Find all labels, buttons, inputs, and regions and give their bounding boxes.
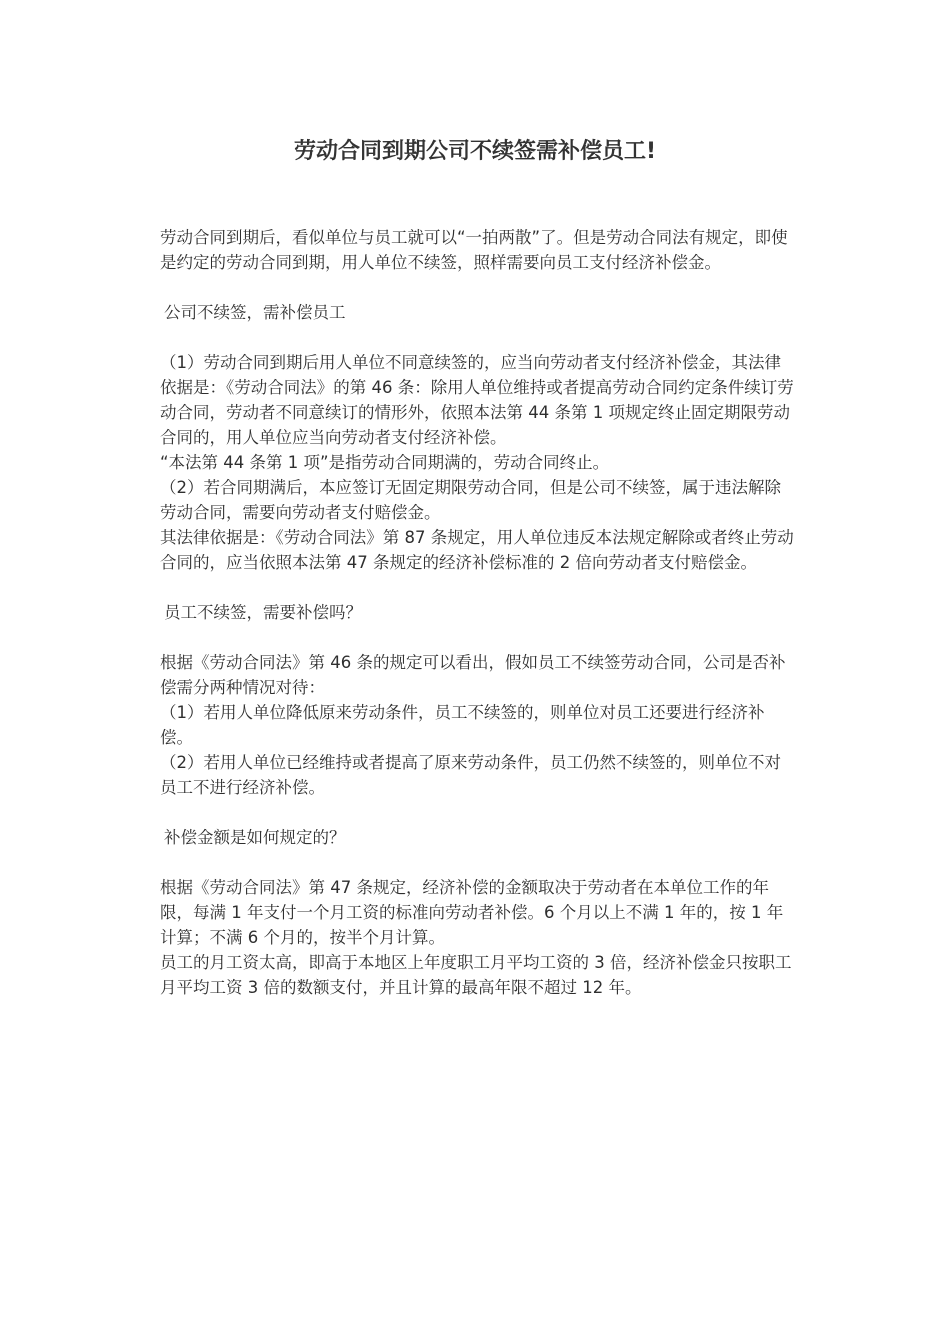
section-heading-employee-not-renew: 员工不续签，需要补偿吗？ (164, 603, 362, 622)
section-heading-compensation-amount: 补偿金额是如何规定的？ (164, 828, 346, 847)
section-heading-company-not-renew: 公司不续签，需补偿员工 (164, 303, 346, 322)
document-body (160, 225, 794, 1000)
document-title: 劳动合同到期公司不续签需补偿员工! (293, 139, 657, 164)
section2-paragraph-1: 根据《劳动合同法》第 46 条的规定可以看出，假如员工不续签劳动合同，公司是否补偿需分两种情况对待： (160, 653, 786, 697)
section1-paragraph-2: “本法第 44 条第 1 项”是指劳动合同期满的，劳动合同终止。 (160, 453, 610, 472)
section3-paragraph-1: 根据《劳动合同法》第 47 条规定，经济补偿的金额取决于劳动者在本单位工作的年限，每满 1 年支付一个月工资的标准向劳动者补偿。6 个月以上不满 1 年的，按 1 年计算；不满 6 个月的，按半个月计算。 (160, 878, 784, 947)
intro-paragraph: 劳动合同到期后，看似单位与员工就可以“一拍两散”了。但是劳动合同法有规定，即使是约定的劳动合同到期，用人单位不续签，照样需要向员工支付经济补偿金。 (160, 228, 788, 272)
section2-paragraph-2: （1）若用人单位降低原来劳动条件，员工不续签的，则单位对员工还要进行经济补偿。 (160, 703, 765, 747)
section2-paragraph-3: （2）若用人单位已经维持或者提高了原来劳动条件，员工仍然不续签的，则单位不对员工不进行经济补偿。 (160, 753, 781, 797)
section3-paragraph-2: 员工的月工资太高，即高于本地区上年度职工月平均工资的 3 倍，经济补偿金只按职工月平均工资 3 倍的数额支付，并且计算的最高年限不超过 12 年。 (160, 953, 792, 997)
section1-paragraph-4: 其法律依据是：《劳动合同法》第 87 条规定，用人单位违反本法规定解除或者终止劳动合同的，应当依照本法第 47 条规定的经济补偿标准的 2 倍向劳动者支付赔偿金。 (160, 528, 794, 572)
section1-paragraph-1: （1）劳动合同到期后用人单位不同意续签的，应当向劳动者支付经济补偿金，其法律依据是：《劳动合同法》的第 46 条：除用人单位维持或者提高劳动合同约定条件续订劳动合同，劳动者不同意续订的情形外，依照本法第 44 条第 1 项规定终止固定期限劳动合同的，用人单位应当向劳动者支付经济补偿。 (160, 353, 794, 447)
section1-paragraph-3: （2）若合同期满后，本应签订无固定期限劳动合同，但是公司不续签，属于违法解除劳动合同，需要向劳动者支付赔偿金。 (160, 478, 781, 522)
